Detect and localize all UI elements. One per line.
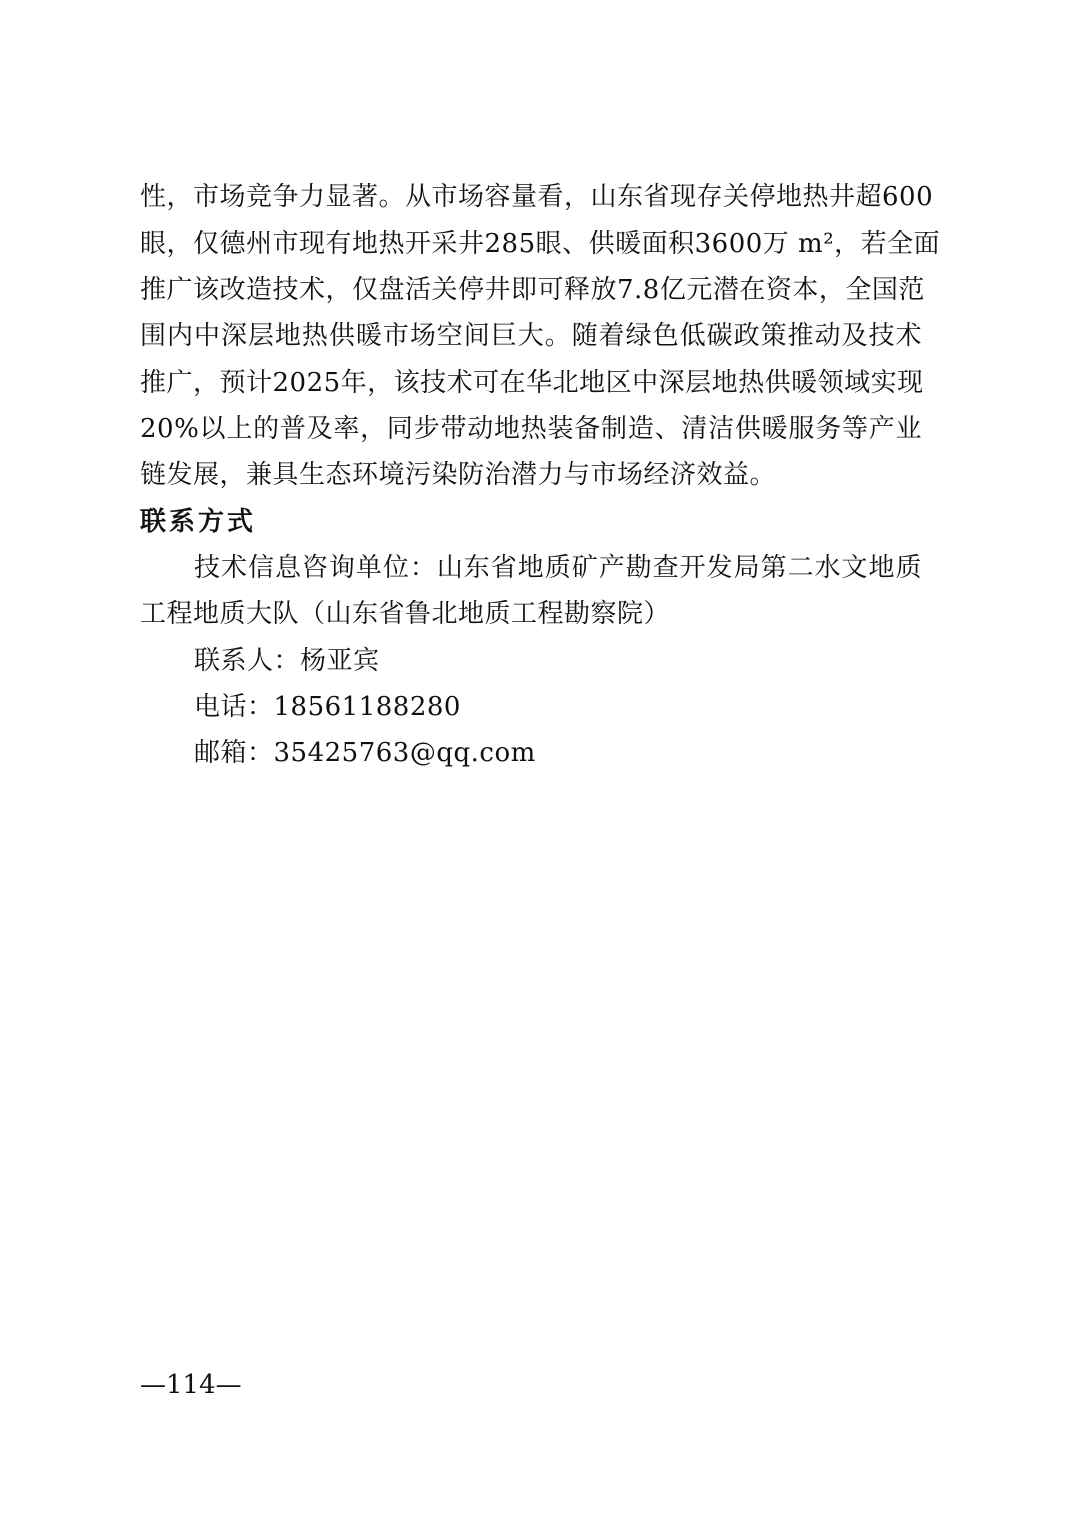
contact-person: 联系人：杨亚宾: [194, 646, 380, 676]
body-line-3: 推广该改造技术，仅盘活关停井即可释放7.8亿元潜在资本，全国范: [140, 275, 925, 305]
contact-email: 邮箱：35425763@qq.com: [194, 738, 536, 768]
body-line-4: 围内中深层地热供暖市场空间巨大。随着绿色低碳政策推动及技术: [140, 321, 922, 351]
contact-unit-line-1: 技术信息咨询单位：山东省地质矿产勘查开发局第二水文地质: [194, 553, 922, 583]
body-line-6: 20%以上的普及率，同步带动地热装备制造、清洁供暖服务等产业: [140, 414, 922, 444]
body-line-7: 链发展，兼具生态环境污染防治潜力与市场经济效益。: [140, 460, 777, 490]
body-line-5: 推广，预计2025年，该技术可在华北地区中深层地热供暖领域实现: [140, 368, 924, 398]
page-number: —114—: [140, 1370, 242, 1400]
contact-unit-line-2: 工程地质大队（山东省鲁北地质工程勘察院）: [140, 599, 671, 629]
contact-phone: 电话：18561188280: [194, 692, 461, 722]
body-line-2: 眼，仅德州市现有地热开采井285眼、供暖面积3600万 m²，若全面: [140, 229, 941, 259]
body-line-1: 性，市场竞争力显著。从市场容量看，山东省现存关停地热井超600: [140, 182, 934, 212]
contact-heading: 联系方式: [140, 507, 257, 537]
